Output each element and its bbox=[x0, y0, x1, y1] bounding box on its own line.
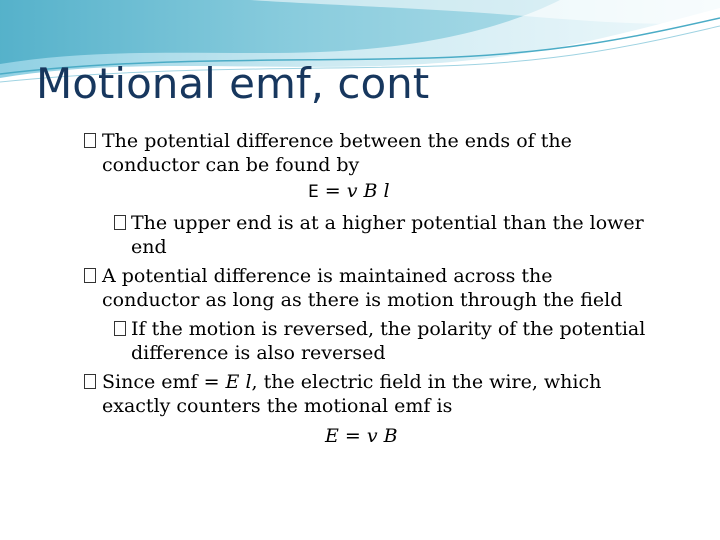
sub-bullet-text: The upper end is at a higher potential than the lower bbox=[131, 212, 644, 234]
sub-bullet-text: end bbox=[131, 236, 167, 258]
bullet-text-variable: E l bbox=[225, 371, 252, 393]
bullet-text bbox=[102, 370, 601, 394]
equation-rhs: v B l bbox=[346, 180, 390, 202]
sub-bullet-text: If the motion is reversed, the polarity of the potential bbox=[131, 318, 646, 340]
square-bullet-icon bbox=[84, 133, 96, 148]
equation-rhs: v B bbox=[366, 425, 398, 447]
bullet-text-post: , the electric field in the wire, which bbox=[251, 371, 602, 393]
equation-field: E = v B bbox=[325, 425, 398, 447]
square-bullet-icon bbox=[84, 268, 96, 283]
bullet-text: The potential difference between the ends of the bbox=[102, 130, 572, 152]
bullet-text-pre: Since emf = bbox=[102, 371, 226, 393]
square-bullet-icon bbox=[114, 215, 126, 230]
sub-bullet-text: difference is also reversed bbox=[131, 342, 386, 364]
slide-title: Motional emf, cont bbox=[36, 59, 430, 108]
bullet-text: exactly counters the motional emf is bbox=[102, 395, 453, 417]
square-bullet-icon bbox=[84, 374, 96, 389]
bullet-text: conductor can be found by bbox=[102, 154, 360, 176]
bullet-text: conductor as long as there is motion through the field bbox=[102, 289, 623, 311]
equation-emf: E = v B l bbox=[308, 180, 390, 202]
square-bullet-icon bbox=[114, 321, 126, 336]
equation-lhs: E bbox=[325, 425, 339, 447]
equation-lhs: E bbox=[308, 182, 319, 202]
bullet-text: A potential difference is maintained across the bbox=[102, 265, 553, 287]
